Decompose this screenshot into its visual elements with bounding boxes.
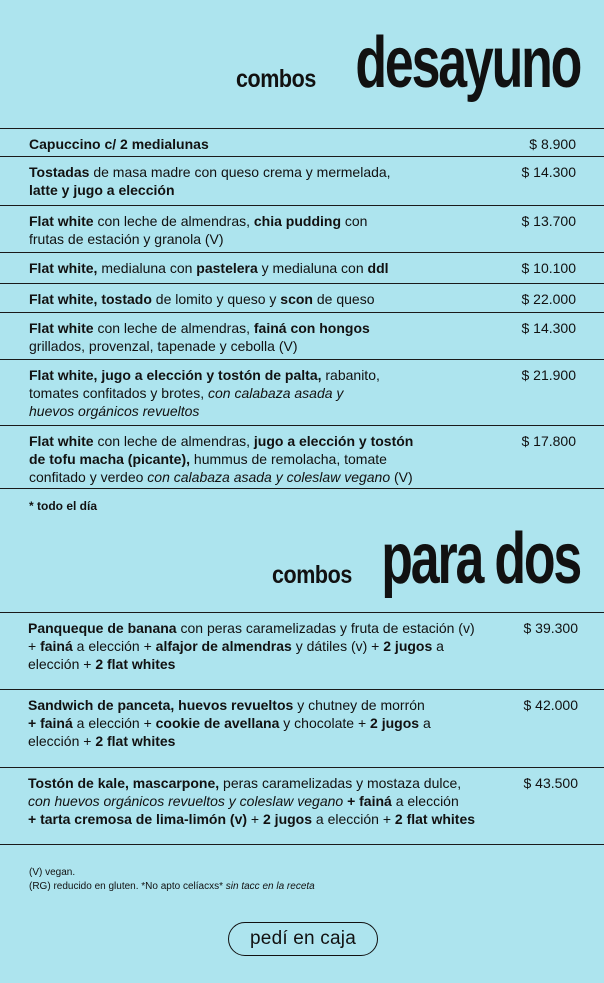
text: +	[247, 811, 263, 827]
bold-text: Capuccino c/ 2 medialunas	[29, 136, 209, 152]
italic-text: con huevos orgánicos revueltos y coleslaw vegano	[28, 793, 344, 809]
text: con	[341, 213, 368, 229]
item-price: $ 13.700	[521, 213, 576, 229]
bold-text: pastelera	[196, 260, 258, 276]
text: elección +	[28, 656, 96, 672]
text: a	[419, 715, 431, 731]
bold-text: Panqueque de banana	[28, 620, 177, 636]
italic-text: con calabaza asada y coleslaw vegano	[147, 469, 391, 485]
item-price: $ 14.300	[521, 320, 576, 336]
combos-for-two-heading	[259, 518, 580, 600]
text: elección +	[28, 733, 96, 749]
breakfast-combos-heading	[223, 22, 580, 104]
order-at-register-badge: pedí en caja	[228, 922, 378, 956]
item-description	[28, 774, 508, 828]
heading-big: desayuno	[355, 23, 580, 103]
bold-text: Flat white, jugo a elección y tostón de palta,	[29, 367, 322, 383]
item-price: $ 14.300	[521, 164, 576, 180]
item-description	[28, 696, 508, 750]
text: confitado y verdeo	[29, 469, 148, 485]
vegan-legend: (V) vegan.	[29, 867, 76, 878]
item-description	[29, 432, 489, 486]
item-description	[29, 366, 489, 420]
text: con peras caramelizadas y fruta de estación (v)	[176, 620, 475, 636]
menu-item	[0, 205, 604, 252]
text: con leche de almendras,	[93, 433, 254, 449]
bold-text: Flat white	[29, 320, 94, 336]
gluten-legend	[29, 880, 315, 894]
heading-small: combos	[272, 561, 352, 589]
bold-text: fainá con hongos	[253, 320, 370, 336]
bold-text: jugo a elección y tostón	[253, 433, 414, 449]
menu-item	[0, 156, 604, 205]
item-description	[29, 212, 489, 248]
menu-item	[0, 283, 604, 312]
text: de queso	[312, 291, 375, 307]
bold-text: scon	[280, 291, 313, 307]
bold-text: Sandwich de panceta, huevos revueltos	[28, 697, 294, 713]
text: a	[432, 638, 444, 654]
italic-text: huevos orgánicos revueltos	[29, 403, 200, 419]
menu-item	[0, 128, 604, 156]
bold-text: + fainá	[28, 715, 73, 731]
bold-text: cookie de avellana	[155, 715, 280, 731]
text: tomates confitados y brotes,	[29, 385, 208, 401]
bold-text: 2 flat whites	[394, 811, 476, 827]
bold-text: alfajor de almendras	[155, 638, 292, 654]
text: (V)	[390, 469, 413, 485]
text: y chocolate +	[279, 715, 371, 731]
text: frutas de estación y granola (V)	[29, 231, 224, 247]
bold-text: de tofu macha (picante),	[29, 451, 191, 467]
item-price: $ 39.300	[523, 620, 578, 636]
text: y chutney de morrón	[293, 697, 425, 713]
bold-text: + fainá	[343, 793, 392, 809]
bold-text: Tostón de kale, mascarpone,	[28, 775, 220, 791]
text: a elección +	[72, 638, 156, 654]
menu-item	[0, 359, 604, 425]
menu-item	[0, 689, 604, 767]
bold-text: 2 jugos	[370, 715, 420, 731]
bold-text: 2 flat whites	[95, 733, 176, 749]
item-description	[28, 619, 508, 673]
menu-item	[0, 425, 604, 489]
item-price: $ 43.500	[523, 775, 578, 791]
item-price: $ 17.800	[521, 433, 576, 449]
gluten-legend-italic: sin tacc en la receta	[225, 881, 315, 892]
item-price: $ 21.900	[521, 367, 576, 383]
item-price: $ 22.000	[521, 291, 576, 307]
text: de masa madre con queso crema y mermelada,	[89, 164, 391, 180]
bold-text: Flat white	[29, 213, 94, 229]
gluten-legend-text: (RG) reducido en gluten. *No apto celíacxs*	[29, 881, 226, 892]
bold-text: Flat white,	[29, 260, 98, 276]
text: a elección +	[312, 811, 395, 827]
menu-item	[0, 612, 604, 689]
menu-item	[0, 252, 604, 283]
bold-text: ddl	[367, 260, 389, 276]
text: a elección +	[72, 715, 156, 731]
text: hummus de remolacha, tomate	[190, 451, 387, 467]
bold-text: 2 flat whites	[95, 656, 176, 672]
all-day-note: * todo el día	[29, 499, 98, 513]
item-price: $ 8.900	[529, 136, 576, 152]
text: con leche de almendras,	[93, 320, 254, 336]
text: con leche de almendras,	[93, 213, 254, 229]
text: grillados, provenzal, tapenade y cebolla (V)	[29, 338, 298, 354]
text: de lomito y queso y	[151, 291, 281, 307]
bold-text: 2 jugos	[383, 638, 433, 654]
text: peras caramelizadas y mostaza dulce,	[219, 775, 462, 791]
item-description	[29, 319, 489, 355]
bold-text: Flat white	[29, 433, 94, 449]
item-price: $ 42.000	[523, 697, 578, 713]
text: y medialuna con	[257, 260, 368, 276]
item-price: $ 10.100	[521, 260, 576, 276]
menu-item	[0, 312, 604, 359]
text: rabanito,	[321, 367, 380, 383]
item-description	[29, 163, 489, 199]
text: y dátiles (v) +	[291, 638, 384, 654]
heading-big: para dos	[381, 519, 580, 599]
bold-text: fainá	[40, 638, 73, 654]
item-description	[29, 290, 489, 308]
item-description	[29, 259, 489, 277]
text: medialuna con	[97, 260, 197, 276]
text: +	[28, 638, 41, 654]
bold-text: latte y jugo a elección	[29, 182, 175, 198]
menu-item	[0, 767, 604, 845]
bold-text: + tarta cremosa de lima-limón (v)	[28, 811, 248, 827]
bold-text: chia pudding	[253, 213, 341, 229]
bold-text: Flat white, tostado	[29, 291, 152, 307]
bold-text: Tostadas	[29, 164, 90, 180]
bold-text: 2 jugos	[263, 811, 313, 827]
item-description	[29, 135, 489, 153]
heading-small: combos	[236, 65, 316, 93]
italic-text: con calabaza asada y	[207, 385, 344, 401]
text: a elección	[391, 793, 459, 809]
